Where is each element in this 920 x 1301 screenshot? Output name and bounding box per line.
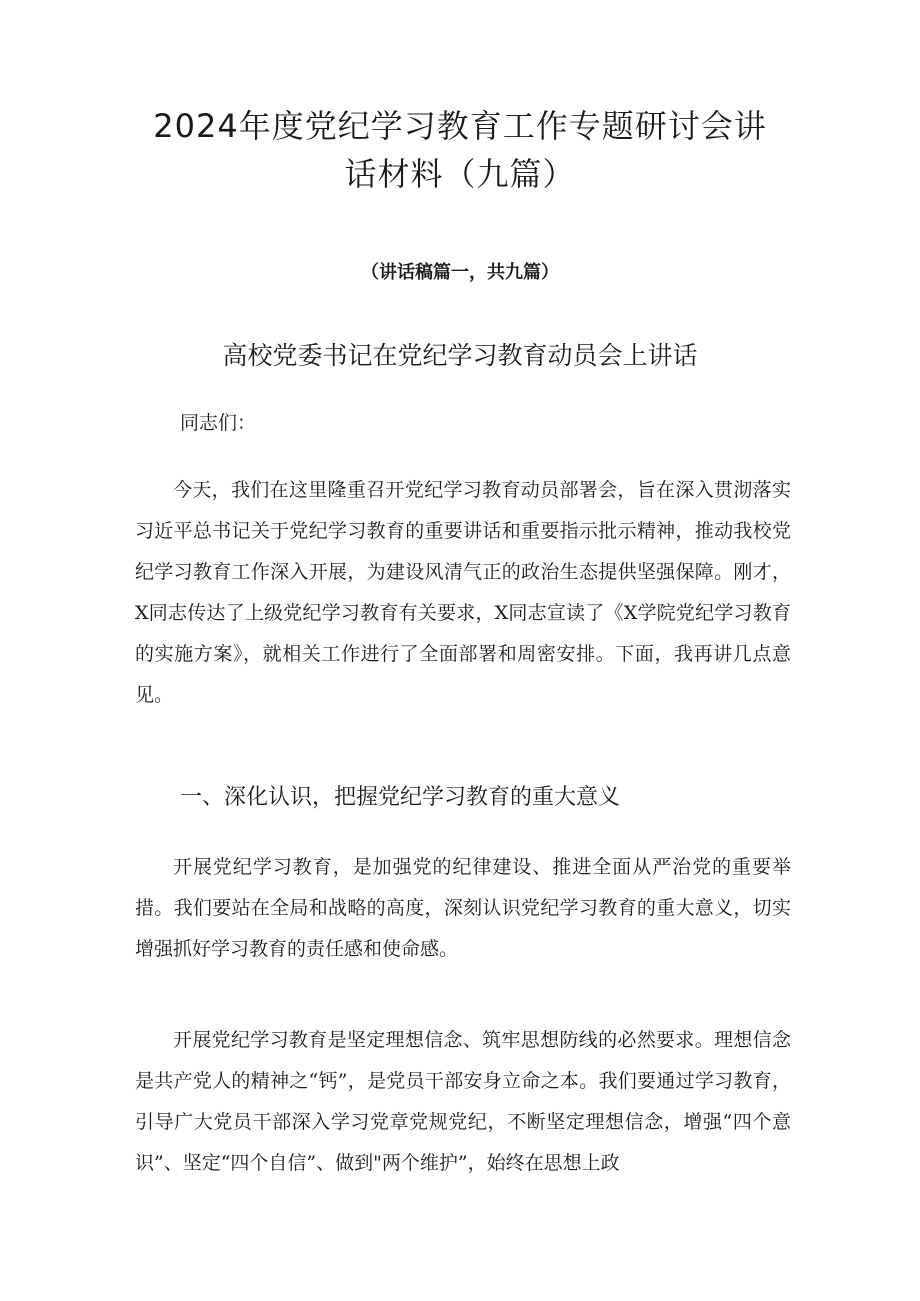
body-paragraph-2: 开展党纪学习教育，是加强党的纪律建设、推进全面从严治党的重要举措。我们要站在全局和战略的高度，深刻认识党纪学习教育的重大意义，切实增强抓好学习教育的责任感和使命感。: [135, 856, 791, 960]
salutation: 同志们：: [180, 412, 257, 434]
section-heading-1: 一、深化认识，把握党纪学习教育的重大意义: [180, 785, 621, 810]
speech-title: 高校党委书记在党纪学习教育动员会上讲话: [222, 341, 698, 370]
body-paragraph-3: 开展党纪学习教育是坚定理想信念、筑牢思想防线的必然要求。理想信念是共产党人的精神之“钙”，是党员干部安身立命之本。我们要通过学习教育，引导广大党员干部深入学习党章党规党纪，不断坚定理想信念，增强“四个意识”、坚定“四个自信”、做到"两个维护”，始终在思想上政: [135, 1029, 791, 1174]
document-title-line-1: 2024年度党纪学习教育工作专题研讨会讲: [153, 107, 767, 145]
body-paragraph-1: 今天，我们在这里隆重召开党纪学习教育动员部署会，旨在深入贯沏落实习近平总书记关于党纪学习教育的重要讲话和重要指示批示精神，推动我校党纪学习教育工作深入开展，为建设风清气正的政治生态提供坚强保障。刚才，X同志传达了上级党纪学习教育有关要求，X同志宣读了《X学院党纪学习教育的实施方案》，就相关工作进行了全面部署和周密安排。下面，我再讲几点意见。: [135, 479, 791, 706]
document-title-line-2: 话材料（九篇）: [344, 155, 576, 193]
document-subtitle: （讲话稿篇一，共九篇）: [361, 262, 559, 283]
document-title: [140, 102, 780, 198]
